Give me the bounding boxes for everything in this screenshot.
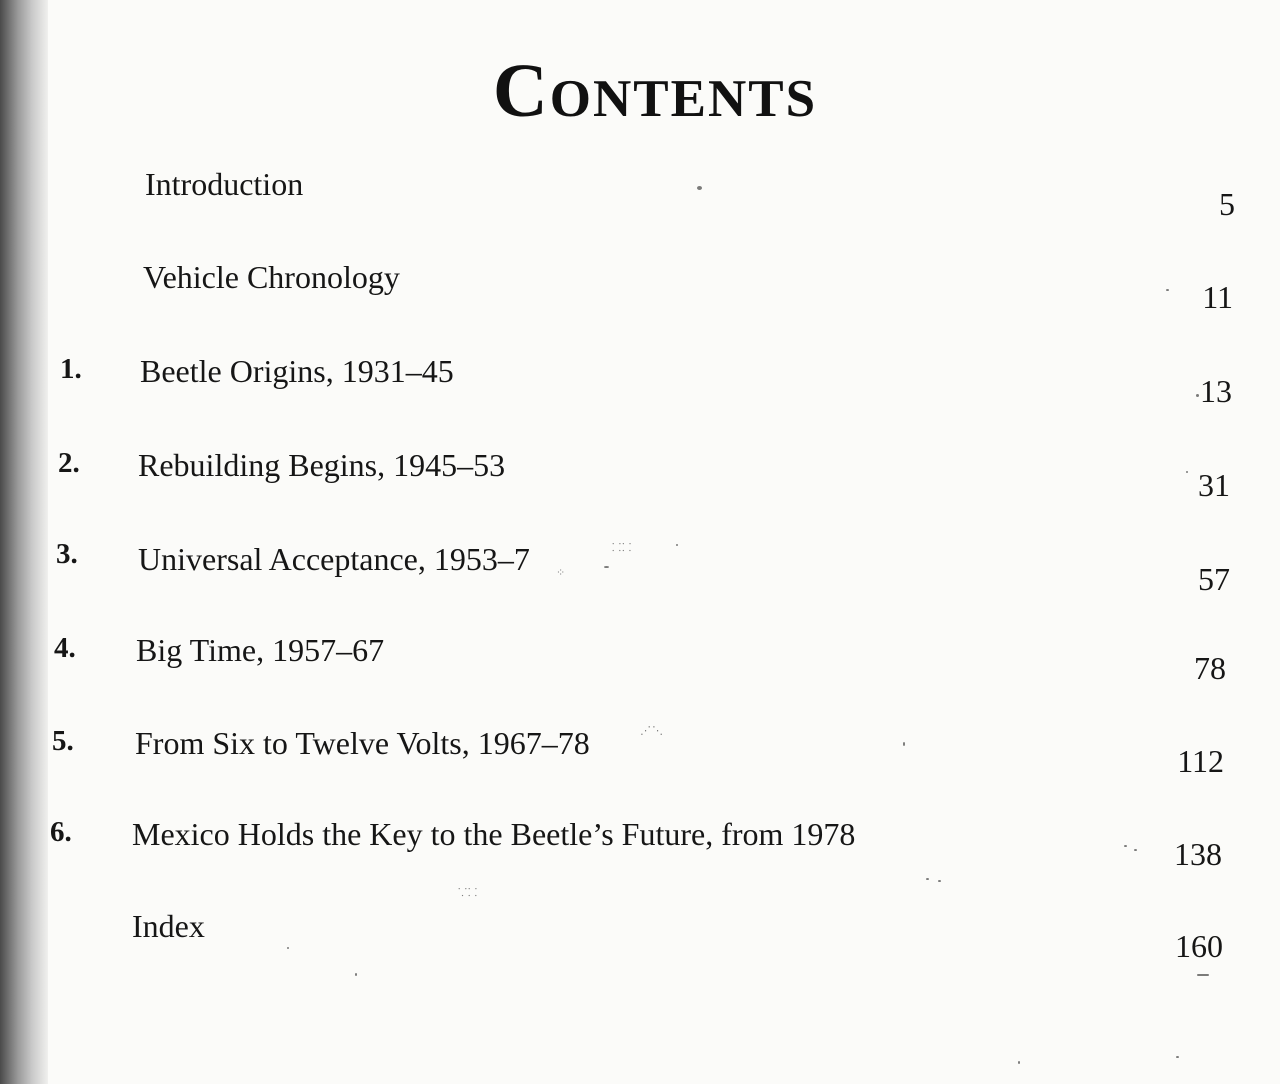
scan-speck bbox=[676, 544, 678, 546]
page-spine-shadow bbox=[0, 0, 48, 1084]
toc-entry-title: Rebuilding Begins, 1945–53 bbox=[138, 447, 506, 483]
scan-speck bbox=[903, 742, 905, 746]
toc-entry-page: 57 bbox=[1198, 561, 1230, 597]
toc-entry-page: 138 bbox=[1174, 836, 1222, 872]
toc-entry-chapter-1[interactable] bbox=[60, 353, 1255, 409]
toc-entry-title: From Six to Twelve Volts, 1967–78 bbox=[135, 725, 590, 761]
toc-entry-title: Universal Acceptance, 1953–7 bbox=[138, 541, 530, 577]
toc-entry-chapter-2[interactable] bbox=[58, 447, 1253, 503]
scan-speck bbox=[1124, 845, 1127, 847]
toc-entry-number: 1. bbox=[60, 353, 82, 385]
scan-smudge: ⸪⸬ bbox=[458, 886, 479, 899]
toc-entry-page: 78 bbox=[1194, 650, 1226, 686]
toc-entry-index[interactable] bbox=[50, 908, 1245, 964]
toc-entry-number: 6. bbox=[50, 816, 72, 848]
scan-speck bbox=[1176, 1056, 1179, 1058]
toc-entry-title: Index bbox=[132, 908, 205, 944]
scan-speck bbox=[287, 947, 289, 949]
toc-entry-number: 2. bbox=[58, 447, 80, 479]
toc-entry-chapter-3[interactable] bbox=[56, 538, 1251, 597]
page-title: Contents bbox=[492, 48, 818, 133]
toc-entry-introduction[interactable] bbox=[55, 166, 1255, 222]
scan-speck bbox=[1196, 394, 1199, 397]
scan-smudge: ⋰⋱ bbox=[640, 724, 664, 737]
toc-entry-title: Mexico Holds the Key to the Beetle’s Future, from 1978 bbox=[132, 816, 856, 852]
toc-entry-title: Beetle Origins, 1931–45 bbox=[140, 353, 454, 389]
toc-entry-page: 31 bbox=[1198, 467, 1230, 503]
scan-smudge: ⁘ bbox=[556, 566, 567, 579]
toc-entry-page: 11 bbox=[1202, 279, 1233, 315]
toc-entry-title: Big Time, 1957–67 bbox=[136, 632, 385, 668]
toc-entry-vehicle-chronology[interactable] bbox=[55, 259, 1255, 315]
scan-speck bbox=[604, 566, 609, 568]
toc-entry-title: Vehicle Chronology bbox=[143, 259, 400, 295]
scan-speck bbox=[697, 186, 702, 190]
toc-entry-page: 13 bbox=[1200, 373, 1232, 409]
toc-entry-number: 4. bbox=[54, 632, 76, 664]
scan-speck bbox=[1166, 289, 1169, 291]
toc-entry-chapter-4[interactable] bbox=[54, 634, 1249, 684]
scan-speck bbox=[938, 880, 941, 882]
toc-entry-page: 112 bbox=[1177, 743, 1224, 779]
toc-entry-title: Introduction bbox=[145, 166, 304, 202]
scan-speck bbox=[1018, 1061, 1020, 1064]
scan-speck bbox=[926, 878, 929, 880]
toc-entry-page: 160 bbox=[1175, 928, 1223, 964]
scan-speck bbox=[1186, 471, 1188, 473]
scan-speck bbox=[1134, 849, 1137, 851]
scan-smudge: ⸬⸬ bbox=[612, 541, 633, 554]
toc-entry-chapter-6[interactable] bbox=[50, 816, 1245, 872]
scan-speck bbox=[1197, 974, 1209, 976]
scan-speck bbox=[355, 973, 357, 976]
toc-entry-page: 5 bbox=[1219, 186, 1235, 222]
toc-entry-number: 5. bbox=[52, 725, 74, 757]
toc-entry-number: 3. bbox=[56, 538, 78, 570]
